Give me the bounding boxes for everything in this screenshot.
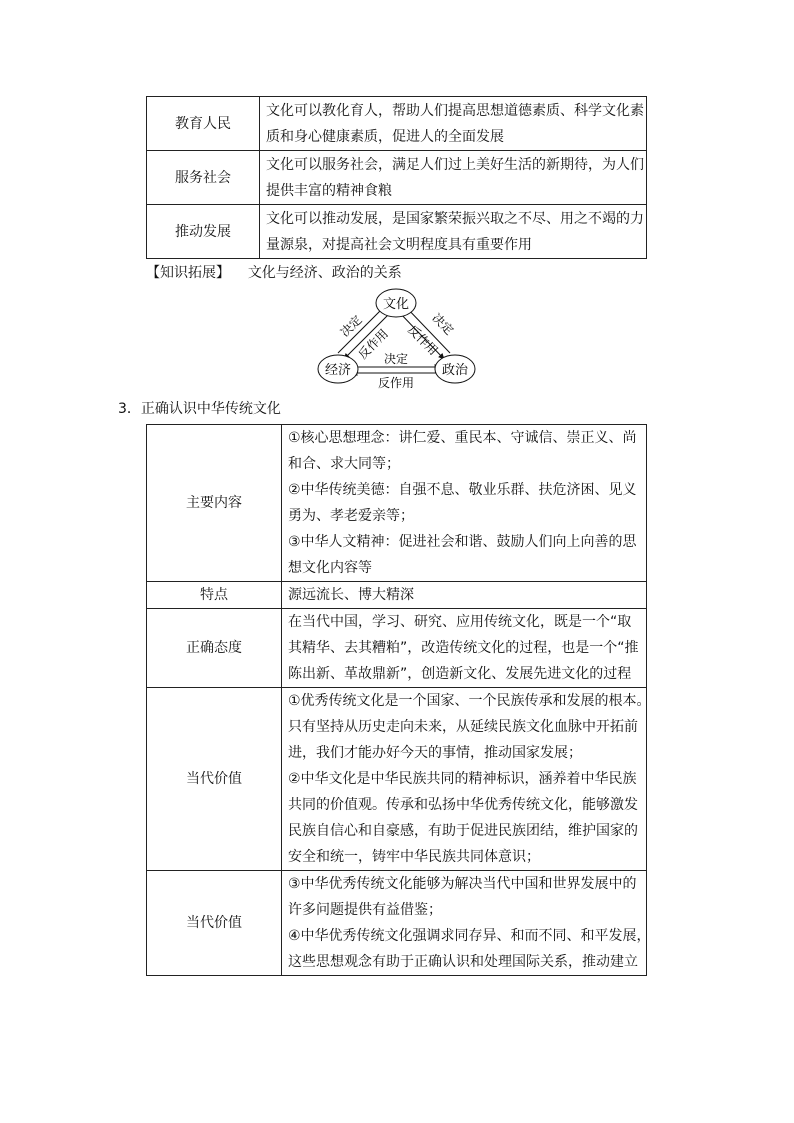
row-label: 当代价值 <box>147 871 282 976</box>
content-line: ②中华文化是中华民族共同的精神标识，涵养着中华民族 <box>288 771 637 787</box>
left-react-label: 反作用 <box>355 326 391 362</box>
row-content <box>282 582 647 609</box>
table-row <box>147 688 647 871</box>
table-row <box>147 97 647 151</box>
row-label: 特点 <box>147 582 282 609</box>
content-line: 质和身心健康素质，促进人的全面发展 <box>266 128 504 145</box>
traditional-culture-table <box>146 424 651 976</box>
content-line: ①核心思想理念：讲仁爱、重民本、守诚信、崇正义、尚 <box>288 430 637 446</box>
bottom-react-label: 反作用 <box>377 376 415 390</box>
content-line: 这些思想观念有助于正确认识和处理国际关系，推动建立 <box>288 954 638 970</box>
content-line: 文化可以推动发展，是国家繁荣振兴取之不尽、用之不竭的力 <box>266 210 644 227</box>
content-line: 源远流长、博大精深 <box>288 587 414 603</box>
row-label: 当代价值 <box>147 688 282 871</box>
table-row <box>147 205 647 259</box>
content-line: 民族自信心和自豪感，有助于促进民族团结，维护国家的 <box>288 823 638 839</box>
content-line: ③中华优秀传统文化能够为解决当代中国和世界发展中的 <box>288 876 637 892</box>
content-line: 文化可以服务社会，满足人们过上美好生活的新期待，为人们 <box>266 156 644 173</box>
content-line: 安全和统一，铸牢中华民族共同体意识； <box>288 849 540 865</box>
content-line: 勇为、孝老爱亲等； <box>288 508 414 524</box>
content-line: 提供丰富的精神食粮 <box>266 182 392 199</box>
row-label: 正确态度 <box>147 609 282 688</box>
content-line: 许多问题提供有益借鉴； <box>288 902 442 918</box>
content-line: 进，我们才能办好今天的事情，推动国家发展； <box>288 745 582 761</box>
content-line: ②中华传统美德：自强不息、敬业乐群、扶危济困、见义 <box>288 482 637 498</box>
culture-economy-politics-diagram <box>300 285 490 395</box>
content-line: 想文化内容等 <box>288 560 372 576</box>
content-line: 在当代中国，学习、研究、应用传统文化，既是一个“取 <box>288 614 632 630</box>
row-content <box>282 609 647 688</box>
table-row <box>147 425 647 582</box>
extension-title: 文化与经济、政治的关系 <box>247 265 402 281</box>
right-react-label: 反作用 <box>405 322 441 358</box>
content-line: 共同的价值观。传承和弘扬中华优秀传统文化，能够激发 <box>288 797 638 813</box>
content-line: ①优秀传统文化是一个国家、一个民族传承和发展的根本。 <box>288 693 651 709</box>
content-line: 只有坚持从历史走向未来，从延续民族文化血脉中开拓前 <box>288 719 638 735</box>
row-content <box>282 425 647 582</box>
row-label: 推动发展 <box>147 205 260 259</box>
row-content <box>260 97 647 151</box>
node-economy-label: 经济 <box>324 363 352 378</box>
row-content <box>260 205 647 259</box>
content-line: ④中华优秀传统文化强调求同存异、和而不同、和平发展， <box>288 928 651 944</box>
content-line: 其精华、去其糟粕”，改造传统文化的过程，也是一个“推 <box>288 640 639 656</box>
left-decide-label: 决定 <box>337 312 365 340</box>
extension-tag: 【知识拓展】 <box>146 265 230 281</box>
content-line: 和合、求大同等； <box>288 456 400 472</box>
right-decide-label: 决定 <box>429 310 457 338</box>
content-line: 文化可以教化育人，帮助人们提高思想道德素质、科学文化素 <box>266 102 644 119</box>
knowledge-extension-heading <box>146 262 402 282</box>
content-line: 陈出新、革故鼎新”，创造新文化、发展先进文化的过程 <box>288 666 632 682</box>
row-label: 主要内容 <box>147 425 282 582</box>
row-label: 教育人民 <box>147 97 260 151</box>
content-line: ③中华人文精神：促进社会和谐、鼓励人们向上向善的思 <box>288 534 637 550</box>
row-content <box>282 688 651 871</box>
content-line: 量源泉，对提高社会文明程度具有重要作用 <box>266 236 532 253</box>
table-row <box>147 582 647 609</box>
table-row <box>147 609 647 688</box>
bottom-decide-label: 决定 <box>383 352 409 366</box>
row-content <box>282 871 651 976</box>
table-row <box>147 871 647 976</box>
table-row <box>147 151 647 205</box>
node-culture-label: 文化 <box>382 297 410 312</box>
row-label: 服务社会 <box>147 151 260 205</box>
row-content <box>260 151 647 205</box>
section-3-title: 3．正确认识中华传统文化 <box>118 401 281 417</box>
node-politics-label: 政治 <box>441 363 469 378</box>
culture-function-table <box>146 96 647 259</box>
